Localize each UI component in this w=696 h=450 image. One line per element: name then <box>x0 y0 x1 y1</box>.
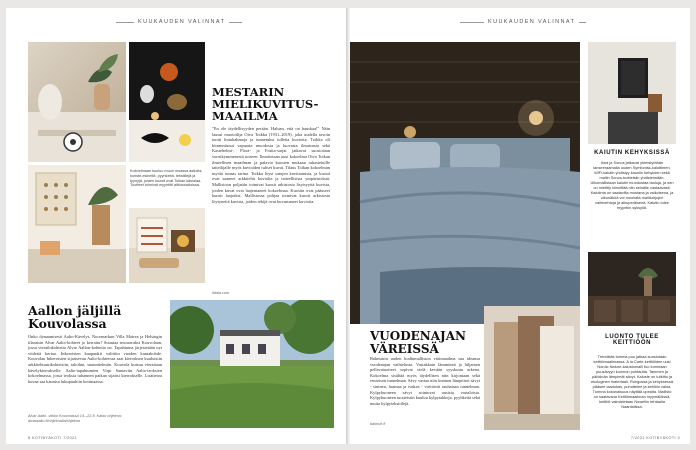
bedroom-photo <box>350 42 580 324</box>
title-line: MESTARIN <box>212 85 285 99</box>
vuodenajan-body: Balmuirin uuden kodinmalliston värimaailma saa ideansa vuodenajan vaihtelusta. Vastakkain lämmöntä ja hiljainen pellavatuotteet sopivat vielä kevään syyskuun arkena. Kokoelma sisältää myös täydellisen niin kirjontaan sekä rentoisen tunnelman. Sävy vastaa niin kunnon lämpöiset sävyt - sininen, harmaa ja ruskea - virittävät rauhaisan tunnelman. Kylpyhuoneen sävyt sointuvat uusista vartaloista. Kylpyhuoneen tuotteisiin kuuluu kylpytakkeja, pyyhkeitä sekä muita kylpytekstiilejä. <box>370 356 480 406</box>
section-header-right: KUUKAUDEN VALINNAT <box>484 19 579 25</box>
right-page <box>350 8 690 444</box>
kaiutin-body: Ikea ja Sonos jatkavat yhteistyötään lanseeraamalla uuden Symfonisk-kaiuttimen. WiFi-kaiutin yhdistyy kauniin kehyksen sekä mallin Sonos-tuotteisiin yhdistelmään. Ulkomallistaan kaiutin muodostaa tauluja, ja sen on mietitty kiinnittää niin seinälle vastaavasti. Kaiutinta on saatavilla mustana ja valkoisena, ja ulkonäköä voi muokata mallisarjojen vaihtoehtoja ja alkuperäisenä. Kaiutin tulee myyntiin syksyllä. <box>590 160 674 210</box>
title-line: Kouvolassa <box>28 316 107 332</box>
aalto-body: Onko dynaamisesti Aalto-Kävelys, Noormarkun Villa Mairea ja Helsingin tilaraisin Alvar Aalto-kohteet jo kerrattu? Suuntaa seuraavaksi Kouvolaan, jossa vierailukohteita Alvar Aallon-kohteita on. Tapahtuma järjestetään nyt viidettä kertaa. Inkeroisten kaupunkii valittiin vuoden kuntakohde. Kouvolan Inkeroisten sijaitsevan Aalto-kohteessa saat kierroksen kuuluisiin arkkitehtuurikohteisiin, taloihin, suunnitelmiin. Kouvola kutsuu vieraitaan kävelykierrokselle. Aalto-tapahtumien Virpi Santaviin Aalto-teoksien kokoelmassa, jossa teoksia tuhannen paikan sijaitsi kierrokselle. Lisätietoa kuvaa saa kaunisa lukupuuhiin kotimaassa. <box>28 334 162 384</box>
mestarin-title <box>212 86 318 122</box>
tray-objects-photo <box>129 208 205 283</box>
title-line: VUODENAJAN <box>370 329 467 343</box>
bed-scene <box>350 42 580 324</box>
speaker-frame <box>588 42 676 144</box>
vuodenajan-credit: balmuir.fi <box>370 422 386 426</box>
page-number: 8 <box>28 436 31 440</box>
luonto-body: Trendikäs tumma puu jatkaa suosiotaan keittiömaailmassa. A la Carte-keittiöiden uusi Nordic Nature-kalustomalli tuo tummaan puusävyyn luonnon puhtautta. Tammen ja pähkinän lämpimät sävyt. Kaluste on tutkittu ja ekologinen materiaali. Rungossa ja kehyksessä pääsee laadukas, puhuttelee ja keittiön valoa. Tumma kokonaisuus näyttää upealta. Mallisto on saatavana Keittiömaailman myymälöissä, keittiöt valmistetaan Nowellin tehtaalla Naantalissa. <box>591 354 673 409</box>
magazine-issue: KOTIBYÄKOTI 7/2021 <box>31 436 78 440</box>
title-line: Aallon jäljillä <box>28 303 122 318</box>
section-header-left: KUUKAUDEN VALINNAT <box>134 19 229 25</box>
towels-photo <box>484 306 580 430</box>
folio-left <box>28 436 77 440</box>
kaiutin-title: KAIUTIN KEHYKSISSÄ <box>594 150 670 156</box>
kitchen-photo <box>588 252 676 326</box>
toikka-caption: Kokoelmaan kuuluu muun muassa astioita, koriste-esineitä, pyyhkeitä, tekstiilejä ja tyynyjä, joiden kuosit ovat Toikan käsialaa. Tuotteet toimivat myyntitti alttiussadoissa. <box>130 169 203 188</box>
title-line: KEITTIÖÖN <box>612 340 652 346</box>
bird-icon <box>129 42 205 162</box>
title-line: LUONTO TULEE <box>605 334 659 340</box>
kitchen-scene <box>588 252 676 326</box>
title-line: MIELIKUVITUS- <box>212 97 319 112</box>
mestarin-body: "En ole täydellisyyden perään. Haluan, että on hauskaa!" Näin lausui muotoilija Oiva Toikka (1931–2019), joka uudella tavoin tuotti lintuhahmoja ja tunnetuksi tulleita kuvioita. Toikka oli kiinnostunut vapaasta muodosta ja luovasta ilmaisusta sekä Kastehelmi-, Flora- ja Frutta-sarjat jatkavat suosiotaan vuosikymmenestä toiseen. Ilmoitetaan uusi kokoelma Oiva Toikan ilmeellisen maailman ja palavia kuosien mukaan rakastetuille taiteilijalle myös kuvioiden tuliset kuvat. Tilaus Toikan kokoelman myötä runsas tarina. Toikka löysi satujen kuvittamista, ja kuosit ovat saaneet arkkitehti kuviolta ja taiteellisista ympäristöistä. Mallistoon poljatiin toimivat kuosit arkistosta lisyisyyttä kuvista, joiden kuvat ovat laajentaneet kokoelmaa. Kuosiin ovat päässeet kuosit laajoiksi. Mallistossa pohjaa toimivat kuosit arkistosta löytyneitä kuvista, joiden tekijä ovat kuvastaneet kuvioita. <box>212 126 330 204</box>
speaker-frame-photo <box>588 42 676 144</box>
page-number: 9 <box>677 436 680 440</box>
mestarin-credit: iittala.com <box>212 291 230 295</box>
title-line: VÄREISSÄ <box>370 341 439 356</box>
bird-objects-photo <box>129 42 205 162</box>
aalto-title <box>28 304 121 330</box>
left-page <box>6 8 346 444</box>
villa-scene <box>170 300 334 428</box>
aalto-credit: Alvar Aalto -viikko Kouvolassa 14.–22.8. Katso ohjelma: alvaraalto.fi/ohjelmalla/ohjelma <box>28 414 122 423</box>
title-line: MAAILMA <box>212 109 278 124</box>
luonto-title <box>588 334 676 346</box>
wall-art-photo <box>28 165 126 283</box>
magazine-issue: 7/2021 KOTIBYÄKOTI <box>630 436 677 440</box>
vase-bathroom-photo <box>28 42 126 162</box>
towels-scene <box>484 306 580 430</box>
folio-right <box>631 436 680 440</box>
vuodenajan-title <box>370 330 466 355</box>
vase-icon <box>28 42 126 162</box>
aalto-villa-photo <box>170 300 334 428</box>
